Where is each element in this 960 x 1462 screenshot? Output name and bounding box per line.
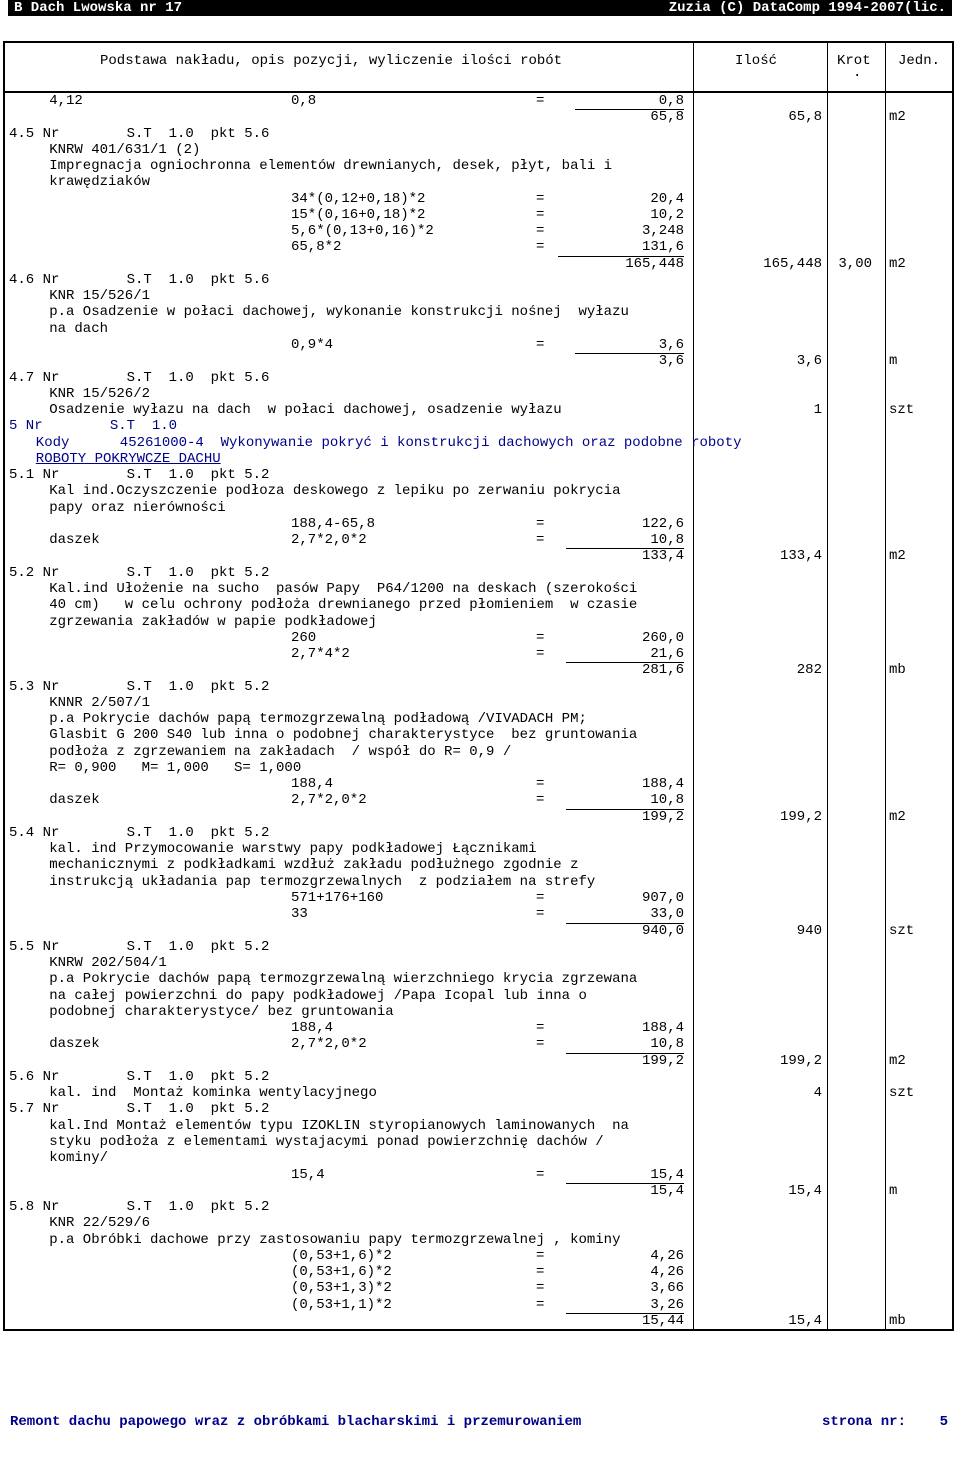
row-description: p.a Obróbki dachowe przy zastosowaniu papy termozgrzewalnej , kominy	[49, 1231, 621, 1248]
row-expression: 188,4-65,8	[291, 515, 376, 532]
table-row	[5, 1232, 952, 1248]
row-description: krawędziaków	[49, 174, 151, 191]
row-value: 20,4	[650, 190, 684, 207]
table-row	[5, 483, 952, 499]
row-description: podobnej charakterystyce/ bez gruntowania	[49, 1003, 394, 1020]
row-description: 5.3 Nr S.T 1.0 pkt 5.2	[9, 678, 270, 695]
row-description: 5.1 Nr S.T 1.0 pkt 5.2	[9, 467, 270, 484]
table-row	[5, 1020, 952, 1036]
row-description: p.a Pokrycie dachów papą termozgrzewalną wierzchniego krycia zgrzewana	[49, 971, 638, 988]
row-unit: mb	[889, 1312, 906, 1329]
table-row	[5, 809, 952, 825]
table-row	[5, 402, 952, 418]
table-row	[5, 548, 952, 564]
row-description: styku podłoża z elementami wystajacymi ponad powierzchnię dachów /	[49, 1134, 604, 1150]
row-value: 33,0	[566, 906, 684, 923]
table-row	[5, 142, 952, 158]
row-description: KNRW 401/631/1 (2)	[49, 141, 201, 158]
row-quantity: 4	[813, 1085, 822, 1102]
row-equals: =	[536, 532, 545, 549]
row-description: papy oraz nierówności	[49, 499, 226, 516]
row-equals: =	[536, 515, 545, 532]
table-row	[5, 93, 952, 109]
table-row	[5, 744, 952, 760]
row-value: 199,2	[641, 1052, 684, 1069]
estimate-table	[3, 41, 954, 1331]
row-description: Kody 45261000-4 Wykonywanie pokryć i konstrukcji dachowych oraz podobne roboty	[35, 434, 742, 451]
table-row	[5, 646, 952, 662]
table-row	[5, 239, 952, 255]
row-equals: =	[536, 629, 545, 646]
table-row	[5, 825, 952, 841]
table-row	[5, 971, 952, 987]
table-row	[5, 353, 952, 369]
column-divider	[827, 43, 828, 91]
row-value: 133,4	[641, 548, 684, 565]
row-expression: (0,53+1,6)*2	[291, 1247, 392, 1264]
table-row	[5, 1085, 952, 1101]
table-row	[5, 467, 952, 483]
row-value: 131,6	[558, 239, 684, 256]
row-value: 10,2	[650, 206, 684, 223]
table-row	[5, 1264, 952, 1280]
row-equals: =	[536, 93, 545, 109]
row-description: Kal ind.Oczyszczenie podłoza deskowego z lepiku po zerwaniu pokrycia	[49, 483, 621, 500]
row-unit: m2	[889, 548, 906, 565]
row-unit: m2	[889, 808, 906, 825]
table-row	[5, 1134, 952, 1150]
page-header	[8, 0, 952, 16]
estimate-rows	[5, 93, 952, 1329]
row-value: 165,448	[625, 255, 684, 272]
row-description: 4,12	[49, 93, 83, 109]
page-number-label: strona nr:	[821, 1414, 906, 1430]
row-equals: =	[536, 336, 545, 353]
table-row	[5, 1248, 952, 1264]
table-row	[5, 1101, 952, 1117]
table-row	[5, 500, 952, 516]
table-row	[5, 1167, 952, 1183]
table-row	[5, 857, 952, 873]
row-description: 4.6 Nr S.T 1.0 pkt 5.6	[9, 271, 270, 288]
document-title: B Dach Lwowska nr 17	[14, 0, 183, 16]
table-row	[5, 939, 952, 955]
row-rate: 3,00	[838, 255, 872, 272]
column-header-row	[5, 43, 952, 93]
row-description: kal.Ind Montaż elementów typu IZOKLIN styropianowych laminowanych na	[49, 1117, 629, 1134]
row-value: 15,44	[641, 1312, 684, 1329]
row-equals: =	[536, 239, 545, 256]
column-rate: Krot	[837, 53, 871, 69]
row-quantity: 199,2	[779, 1052, 822, 1069]
column-quantity: Ilość	[735, 53, 778, 69]
page-footer	[8, 1414, 952, 1432]
row-equals: =	[536, 890, 545, 907]
row-quantity: 133,4	[779, 548, 822, 565]
row-description: Kal.ind Ułożenie na sucho pasów Papy P64/1200 na deskach (szerokości	[49, 580, 638, 597]
row-quantity: 282	[796, 662, 822, 679]
row-quantity: 165,448	[763, 255, 822, 272]
row-equals: =	[536, 1264, 545, 1281]
row-description: daszek	[49, 532, 100, 549]
row-description: kominy/	[49, 1150, 108, 1167]
table-row	[5, 1150, 952, 1166]
row-description: na całej powierzchni do papy podkładowej /Papa Icopal lub inna o	[49, 987, 587, 1004]
row-value: 15,4	[650, 1182, 684, 1199]
row-description: 5.2 Nr S.T 1.0 pkt 5.2	[9, 564, 270, 581]
row-value: 907,0	[641, 890, 684, 907]
row-unit: m2	[889, 1052, 906, 1069]
row-description: 5.7 Nr S.T 1.0 pkt 5.2	[9, 1101, 270, 1118]
row-description: kal. ind Montaż kominka wentylacyjnego	[49, 1085, 377, 1102]
row-equals: =	[536, 223, 545, 240]
table-row	[5, 662, 952, 678]
row-description: 4.7 Nr S.T 1.0 pkt 5.6	[9, 369, 270, 386]
table-row	[5, 727, 952, 743]
row-value: 199,2	[641, 808, 684, 825]
row-value: 3,66	[650, 1280, 684, 1297]
row-value: 10,8	[566, 532, 684, 549]
row-value: 188,4	[641, 776, 684, 793]
table-row	[5, 288, 952, 304]
software-license: Zuzia (C) DataComp 1994-2007(lic.	[668, 0, 946, 16]
row-description: instrukcją układania pap termozgrzewalnych z podziałem na strefy	[49, 873, 596, 890]
row-description: KNR 15/526/2	[49, 385, 151, 402]
row-value: 260,0	[641, 629, 684, 646]
row-expression: 188,4	[291, 776, 334, 793]
row-unit: szt	[889, 1085, 915, 1102]
table-row	[5, 532, 952, 548]
table-row	[5, 304, 952, 320]
row-description: KNR 15/526/1	[49, 288, 151, 305]
table-row	[5, 1313, 952, 1329]
table-row	[5, 874, 952, 890]
row-description: podłoża z zgrzewaniem na zakładach / współ do R= 0,9 /	[49, 743, 512, 760]
row-equals: =	[536, 190, 545, 207]
table-row	[5, 191, 952, 207]
row-equals: =	[536, 776, 545, 793]
row-value: 940,0	[641, 922, 684, 939]
row-description: 4.5 Nr S.T 1.0 pkt 5.6	[9, 125, 270, 142]
row-description: mechanicznymi z podkładkami wzdłuż zakładu podłużnego zgodnie z	[49, 857, 579, 874]
row-description: Glasbit G 200 S40 lub inna o podobnej charakterystyce bez gruntowania	[49, 727, 638, 744]
row-equals: =	[536, 1036, 545, 1053]
table-row	[5, 792, 952, 808]
row-description: 5.8 Nr S.T 1.0 pkt 5.2	[9, 1199, 270, 1216]
row-description: zgrzewania zakładów w papie podkładowej	[49, 613, 377, 630]
table-row	[5, 890, 952, 906]
table-row	[5, 565, 952, 581]
row-value: 21,6	[566, 646, 684, 663]
row-expression: (0,53+1,6)*2	[291, 1264, 392, 1281]
table-row	[5, 1004, 952, 1020]
row-unit: m	[889, 353, 898, 370]
row-quantity: 1	[813, 402, 822, 419]
row-expression: 65,8*2	[291, 239, 342, 256]
row-quantity: 15,4	[788, 1312, 822, 1329]
row-expression: 2,7*2,0*2	[291, 792, 367, 809]
row-value: 3,26	[566, 1297, 684, 1314]
table-row	[5, 988, 952, 1004]
table-row	[5, 451, 952, 467]
row-expression: 571+176+160	[291, 890, 384, 907]
table-row	[5, 435, 952, 451]
row-expression: 34*(0,12+0,18)*2	[291, 190, 426, 207]
table-row	[5, 386, 952, 402]
row-description: kal. ind Przymocowanie warstwy papy podkładowej Łącznikami	[49, 841, 537, 858]
row-quantity: 65,8	[788, 109, 822, 126]
row-value: 188,4	[641, 1020, 684, 1037]
row-description: 40 cm) w celu ochrony podłoża drewnianego przed płomieniem w czasie	[49, 597, 638, 614]
page-number-value: 5	[939, 1414, 948, 1430]
row-value: 10,8	[566, 1036, 684, 1053]
row-description: Impregnacja ogniochronna elementów drewnianych, desek, płyt, bali i	[49, 158, 613, 175]
row-quantity: 199,2	[779, 808, 822, 825]
row-value: 0,8	[575, 93, 684, 110]
table-row	[5, 256, 952, 272]
table-row	[5, 272, 952, 288]
row-equals: =	[536, 206, 545, 223]
row-value: 15,4	[566, 1167, 684, 1184]
row-unit: m2	[889, 109, 906, 126]
table-row	[5, 695, 952, 711]
row-value: 122,6	[641, 515, 684, 532]
row-unit: mb	[889, 662, 906, 679]
table-row	[5, 1118, 952, 1134]
table-row	[5, 581, 952, 597]
row-expression: 260	[291, 629, 317, 646]
row-description: p.a Pokrycie dachów papą termozgrzewalną podładową /VIVADACH PM;	[49, 711, 587, 728]
table-row	[5, 906, 952, 922]
row-equals: =	[536, 1166, 545, 1183]
table-row	[5, 923, 952, 939]
row-unit: szt	[889, 922, 915, 939]
row-expression: 15*(0,16+0,18)*2	[291, 206, 426, 223]
row-quantity: 15,4	[788, 1182, 822, 1199]
row-expression: 2,7*2,0*2	[291, 1036, 367, 1053]
row-value: 3,248	[641, 223, 684, 240]
row-description: 5 Nr S.T 1.0	[9, 418, 178, 435]
table-row	[5, 841, 952, 857]
row-unit: m2	[889, 255, 906, 272]
row-value: 281,6	[641, 662, 684, 679]
row-description: Osadzenie wyłazu na dach w połaci dachowej, osadzenie wyłazu	[49, 402, 562, 419]
table-row	[5, 614, 952, 630]
row-equals: =	[536, 1296, 545, 1313]
table-row	[5, 337, 952, 353]
table-row	[5, 597, 952, 613]
footer-title: Remont dachu papowego wraz z obróbkami blacharskimi i przemurowaniem	[10, 1414, 582, 1430]
row-quantity: 3,6	[796, 353, 822, 370]
row-description: R= 0,900 M= 1,000 S= 1,000	[49, 759, 302, 776]
column-unit: Jedn.	[898, 53, 941, 69]
column-description: Podstawa nakładu, opis pozycji, wyliczenie ilości robót	[100, 53, 563, 69]
column-divider	[885, 43, 886, 91]
row-value: 65,8	[650, 109, 684, 126]
row-description: daszek	[49, 1036, 100, 1053]
table-row	[5, 418, 952, 434]
row-value: 3,6	[575, 337, 684, 354]
row-description: KNNR 2/507/1	[49, 694, 151, 711]
row-value: 3,6	[658, 353, 684, 370]
table-row	[5, 321, 952, 337]
table-row	[5, 207, 952, 223]
row-description: KNR 22/529/6	[49, 1215, 151, 1232]
table-row	[5, 370, 952, 386]
row-description: 5.6 Nr S.T 1.0 pkt 5.2	[9, 1068, 270, 1085]
row-equals: =	[536, 792, 545, 809]
column-divider	[693, 43, 694, 91]
table-row	[5, 109, 952, 125]
table-row	[5, 1297, 952, 1313]
row-unit: m	[889, 1182, 898, 1199]
table-row	[5, 223, 952, 239]
table-row	[5, 174, 952, 190]
row-expression: 0,9*4	[291, 336, 334, 353]
table-row	[5, 126, 952, 142]
row-expression: 5,6*(0,13+0,16)*2	[291, 223, 434, 240]
table-row	[5, 955, 952, 971]
table-row	[5, 711, 952, 727]
row-expression: 2,7*4*2	[291, 646, 350, 663]
row-unit: szt	[889, 402, 915, 419]
row-equals: =	[536, 906, 545, 923]
table-row	[5, 1069, 952, 1085]
page-number	[822, 1414, 948, 1430]
table-row	[5, 1199, 952, 1215]
row-equals: =	[536, 1020, 545, 1037]
row-description: ROBOTY POKRYWCZE DACHU	[35, 450, 221, 467]
row-description: 5.4 Nr S.T 1.0 pkt 5.2	[9, 824, 270, 841]
row-description: 5.5 Nr S.T 1.0 pkt 5.2	[9, 938, 270, 955]
table-row	[5, 760, 952, 776]
row-expression: 15,4	[291, 1166, 325, 1183]
row-description: na dach	[49, 320, 108, 337]
table-row	[5, 1183, 952, 1199]
table-row	[5, 158, 952, 174]
row-expression: 0,8	[291, 93, 317, 109]
row-value: 4,26	[650, 1264, 684, 1281]
row-expression: (0,53+1,3)*2	[291, 1280, 392, 1297]
table-row	[5, 1036, 952, 1052]
table-row	[5, 630, 952, 646]
row-expression: 33	[291, 906, 308, 923]
row-equals: =	[536, 1280, 545, 1297]
row-expression: 188,4	[291, 1020, 334, 1037]
row-expression: 2,7*2,0*2	[291, 532, 367, 549]
table-row	[5, 1280, 952, 1296]
table-row	[5, 679, 952, 695]
row-value: 10,8	[566, 792, 684, 809]
row-quantity: 940	[796, 922, 822, 939]
table-row	[5, 776, 952, 792]
column-rate-dot: .	[853, 65, 862, 81]
row-description: daszek	[49, 792, 100, 809]
row-description: p.a Osadzenie w połaci dachowej, wykonanie konstrukcji nośnej wyłazu	[49, 304, 629, 321]
table-row	[5, 516, 952, 532]
row-expression: (0,53+1,1)*2	[291, 1296, 392, 1313]
row-description: KNRW 202/504/1	[49, 955, 167, 972]
row-equals: =	[536, 1247, 545, 1264]
table-row	[5, 1215, 952, 1231]
table-row	[5, 1053, 952, 1069]
row-value: 4,26	[650, 1247, 684, 1264]
row-equals: =	[536, 646, 545, 663]
